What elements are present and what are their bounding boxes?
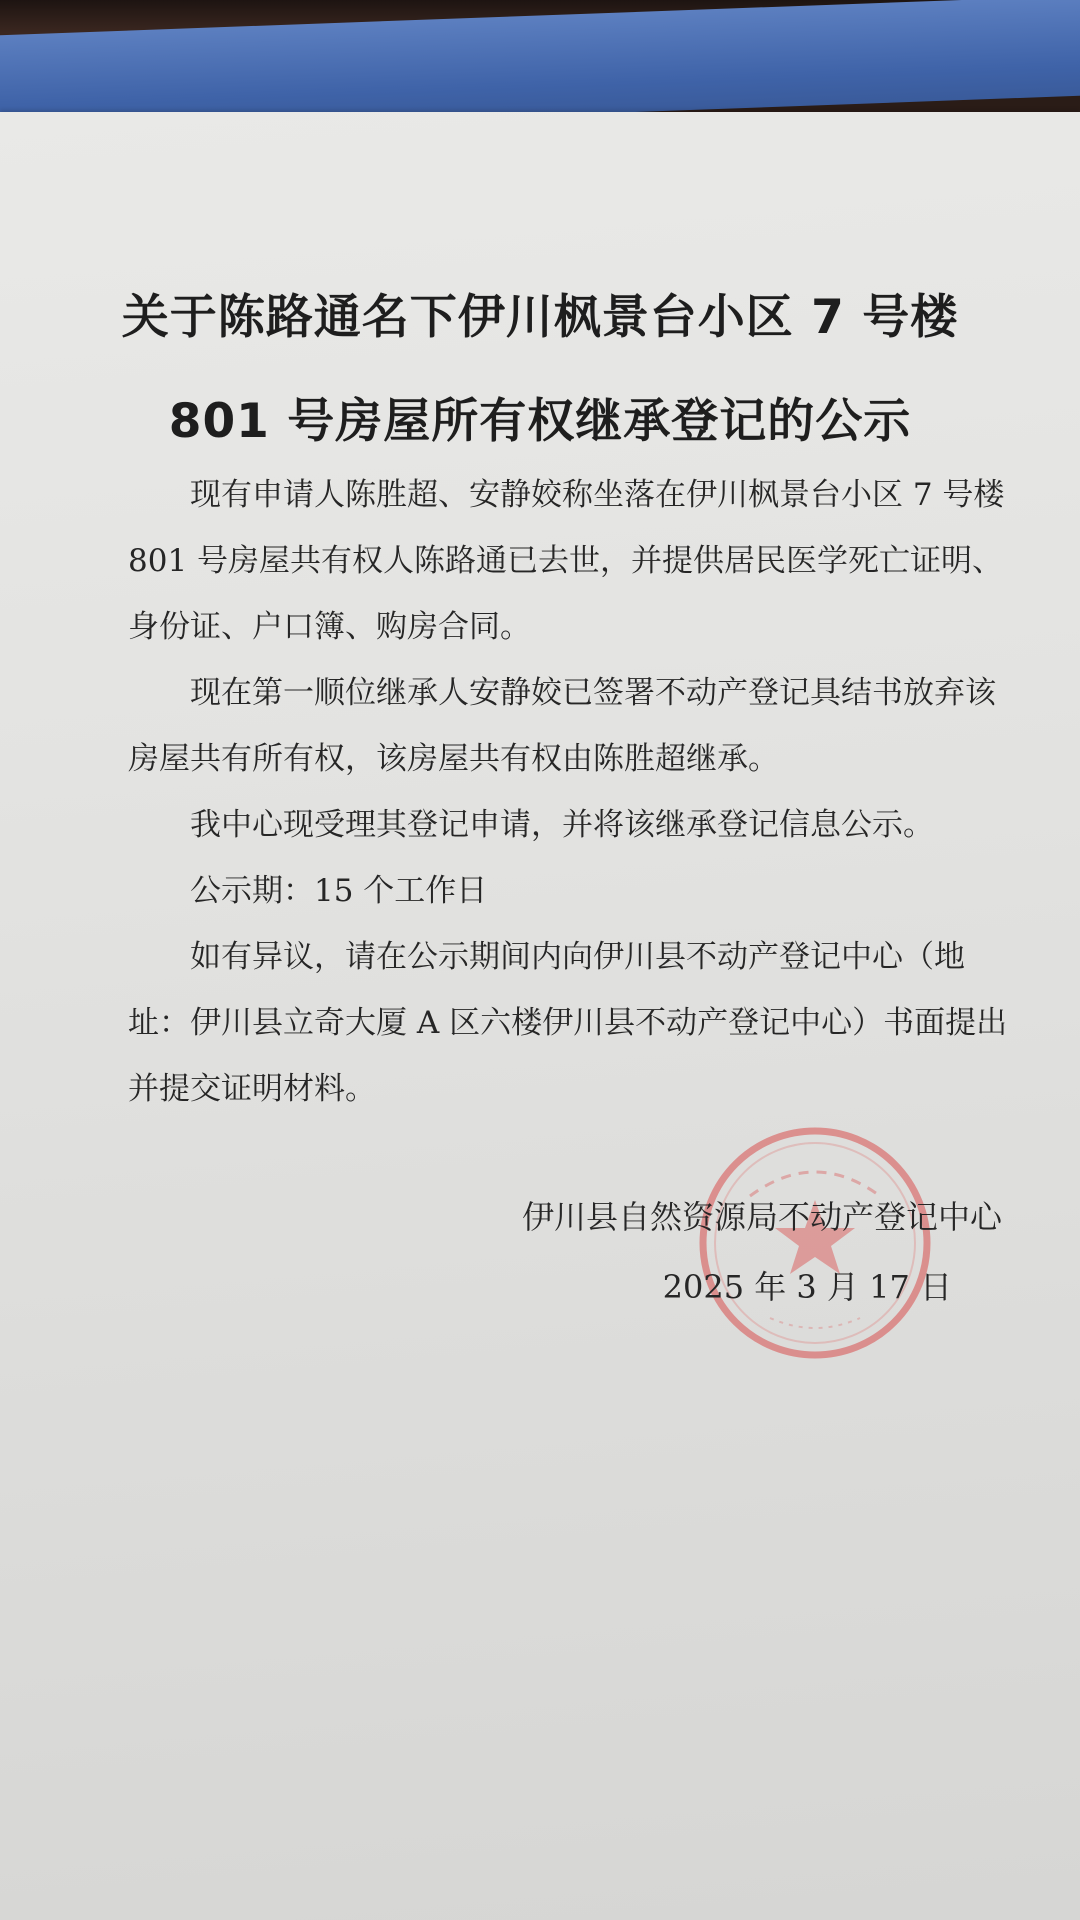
official-seal-stamp xyxy=(690,1118,940,1368)
notice-body xyxy=(128,462,1008,1122)
paragraph-objection: 如有异议，请在公示期间内向伊川县不动产登记中心（地址：伊川县立奇大厦 A 区六楼伊川县不动产登记中心）书面提出并提交证明材料。 xyxy=(128,939,1008,1107)
signature-organization: 伊川县自然资源局不动产登记中心 xyxy=(521,1198,1002,1236)
paragraph-acceptance: 我中心现受理其登记申请，并将该继承登记信息公示。 xyxy=(190,807,934,843)
paragraph-period: 公示期：15 个工作日 xyxy=(190,873,488,909)
signature-date: 2025 年 3 月 17 日 xyxy=(662,1268,952,1306)
notice-title-line-2: 801 号房屋所有权继承登记的公示 xyxy=(168,394,912,449)
paragraph-heir: 现在第一顺位继承人安静姣已签署不动产登记具结书放弃该房屋共有所有权，该房屋共有权由陈胜超继承。 xyxy=(128,675,996,777)
paragraph-applicant: 现有申请人陈胜超、安静姣称坐落在伊川枫景台小区 7 号楼 801 号房屋共有权人陈路通已去世，并提供居民医学死亡证明、身份证、户口簿、购房合同。 xyxy=(128,477,1005,645)
notice-title-line-1: 关于陈路通名下伊川枫景台小区 7 号楼 xyxy=(121,290,959,345)
